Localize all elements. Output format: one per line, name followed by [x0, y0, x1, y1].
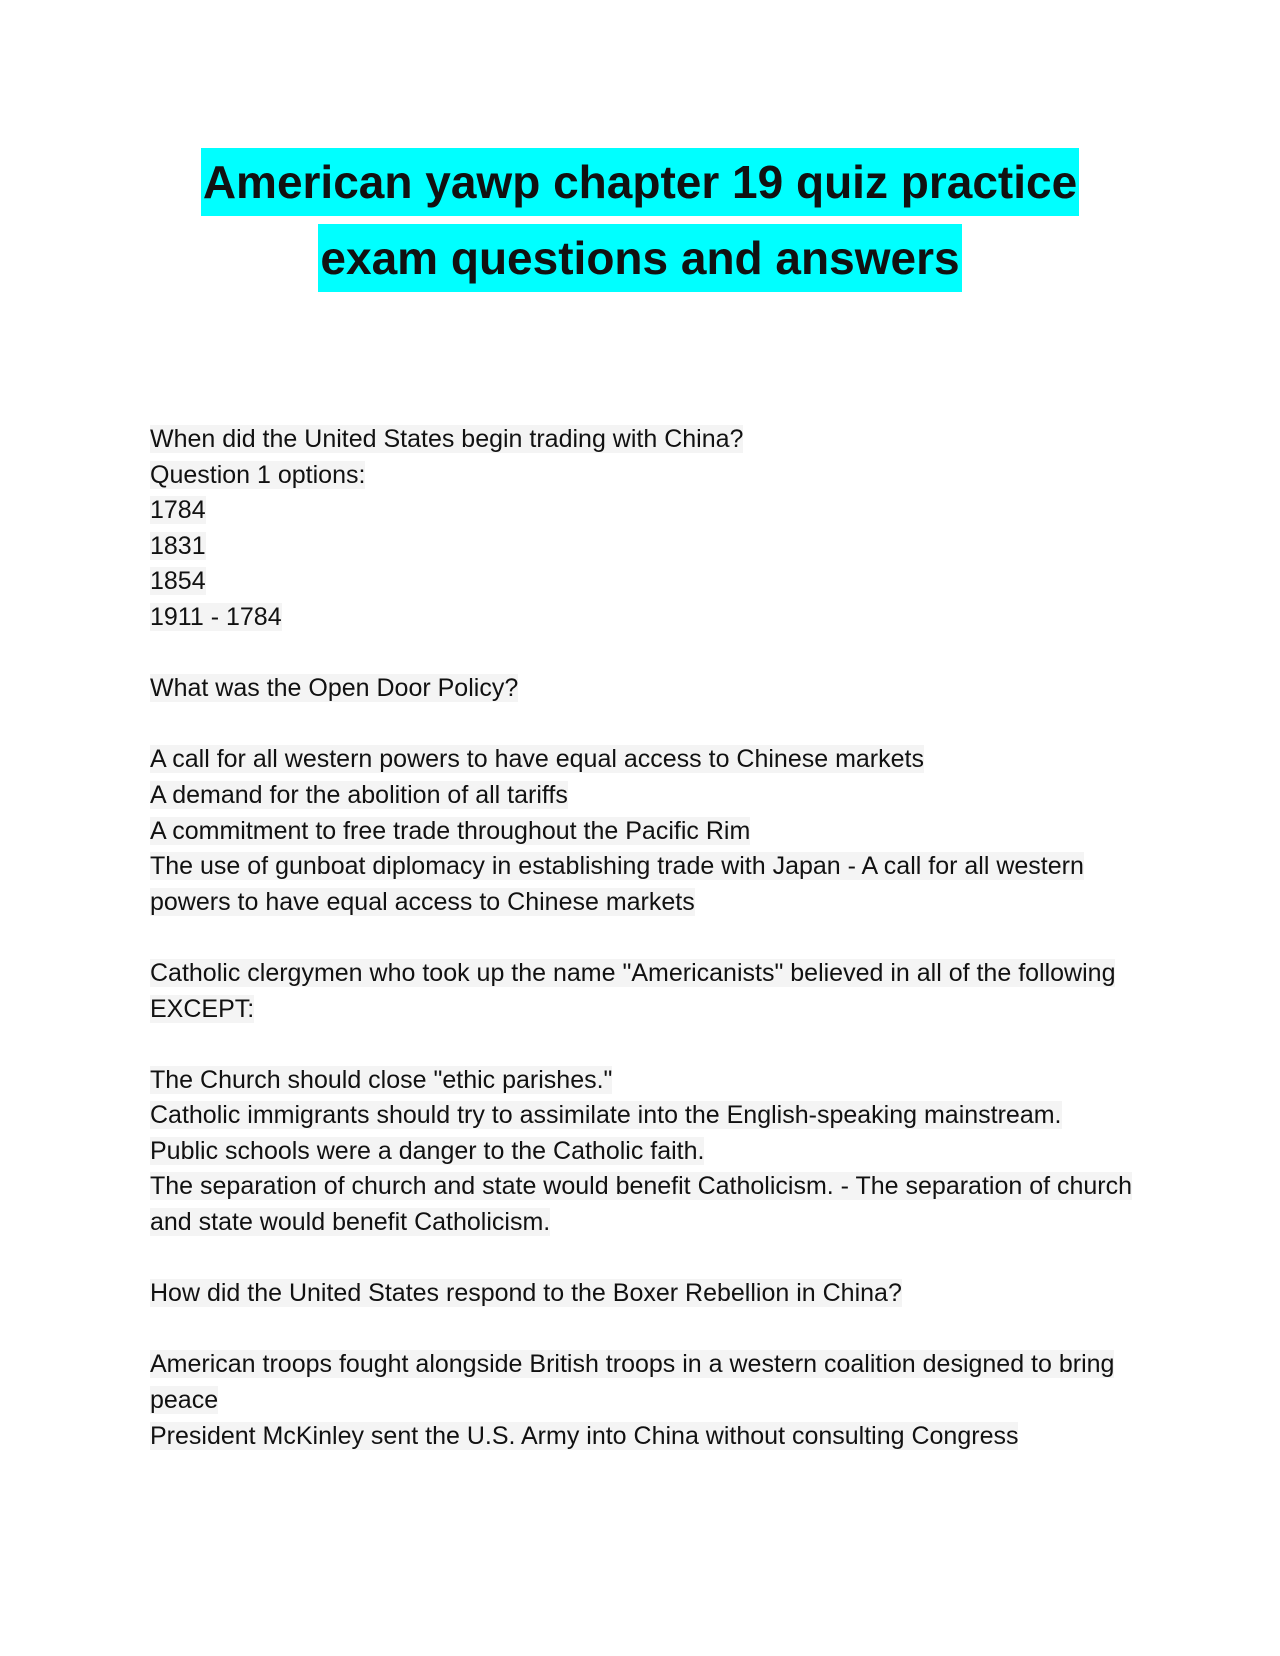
- answer-option: A demand for the abolition of all tariffs: [150, 780, 568, 809]
- question-prompt: When did the United States begin trading with China?: [150, 425, 744, 453]
- answer-option: The use of gunboat diplomacy in establishing trade with Japan - A call for all western powers to have equal access to Chinese markets: [150, 852, 1084, 916]
- answer-option: President McKinley sent the U.S. Army into China without consulting Congress: [150, 1421, 1019, 1450]
- answer-option: Public schools were a danger to the Catholic faith.: [150, 1136, 705, 1165]
- title-line-2: exam questions and answers: [318, 224, 961, 292]
- answer-option: American troops fought alongside British troops in a western coalition designed to bring peace: [150, 1350, 1115, 1415]
- answer-option: 1854: [150, 567, 206, 596]
- document-title: [0, 148, 1280, 300]
- question-block: [150, 422, 1140, 636]
- question-prompt: Catholic clergymen who took up the name "Americanists" believed in all of the following EXCEPT:: [150, 958, 1116, 1023]
- answer-option: A call for all western powers to have equal access to Chinese markets: [150, 745, 924, 774]
- question-block: [150, 671, 1140, 920]
- title-line-1: American yawp chapter 19 quiz practice: [201, 148, 1079, 216]
- spacer: [150, 920, 1140, 956]
- answer-option: Catholic immigrants should try to assimilate into the English-speaking mainstream.: [150, 1101, 1062, 1130]
- answer-option: The Church should close "ethic parishes.": [150, 1065, 613, 1094]
- question-prompt: What was the Open Door Policy?: [150, 674, 519, 703]
- spacer: [150, 636, 1140, 672]
- question-block: [150, 956, 1140, 1241]
- answer-option: 1911 - 1784: [150, 602, 282, 631]
- spacer: [150, 707, 1140, 743]
- spacer: [150, 1027, 1140, 1063]
- spacer: [150, 1241, 1140, 1277]
- answer-option: A commitment to free trade throughout the Pacific Rim: [150, 816, 751, 845]
- question-block: [150, 1276, 1140, 1454]
- spacer: [150, 1312, 1140, 1348]
- answer-option: The separation of church and state would benefit Catholicism. - The separation of church and state would benefit Catholicism.: [150, 1172, 1133, 1237]
- answer-option: 1831: [150, 531, 206, 560]
- options-label: Question 1 options:: [150, 460, 366, 489]
- answer-option: 1784: [150, 496, 206, 525]
- question-prompt: How did the United States respond to the Boxer Rebellion in China?: [150, 1279, 902, 1308]
- document-body: [150, 422, 1140, 1454]
